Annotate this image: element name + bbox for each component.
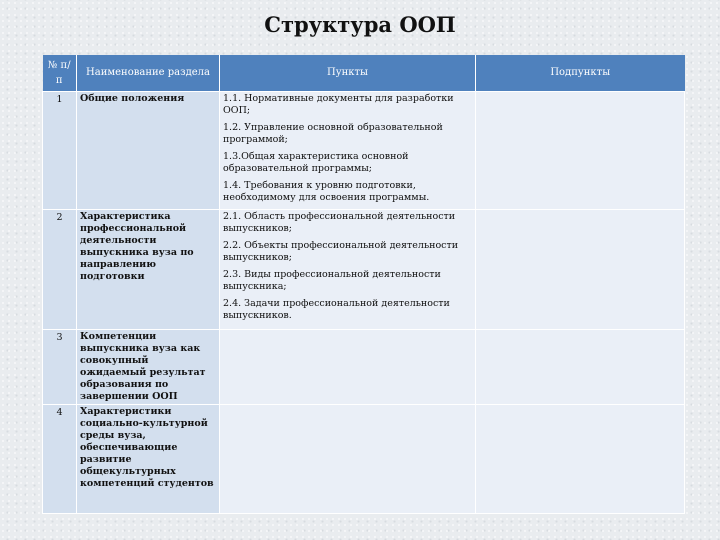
row-section: Компетенции выпускника вуза как совокупный ожидаемый результат образования по завершении ООП — [77, 329, 220, 404]
point-item: 1.1. Нормативные документы для разработки ООП; — [223, 92, 454, 116]
point-item: 2.3. Виды профессиональной деятельности выпускника; — [223, 268, 441, 292]
header-points: Пункты — [220, 55, 476, 91]
row-points — [220, 209, 476, 329]
row-num: 2 — [43, 209, 77, 329]
table-row — [43, 91, 685, 209]
row-points — [220, 404, 476, 513]
row-points — [220, 329, 476, 404]
row-section: Общие положения — [77, 91, 220, 209]
row-subpoints — [476, 209, 685, 329]
header-num: № п/п — [43, 55, 77, 91]
slide-title: Структура ООП — [264, 12, 456, 37]
row-section: Характеристика профессиональной деятельности выпускника вуза по направлению подготовки — [77, 209, 220, 329]
point-item: 2.1. Область профессиональной деятельности выпускников; — [223, 210, 456, 234]
table-row — [43, 404, 685, 513]
point-item: 1.3.Общая характеристика основной образовательной программы; — [223, 150, 409, 174]
table-row — [43, 209, 685, 329]
row-subpoints — [476, 91, 685, 209]
header-subpoints: Подпункты — [476, 55, 685, 91]
row-num: 1 — [43, 91, 77, 209]
table-row — [43, 329, 685, 404]
point-item: 1.4. Требования к уровню подготовки, необходимому для освоения программы. — [223, 179, 430, 203]
oop-structure-table — [42, 55, 685, 514]
header-section: Наименование раздела — [77, 55, 220, 91]
table-header-row — [43, 55, 685, 91]
row-num: 4 — [43, 404, 77, 513]
row-points — [220, 91, 476, 209]
row-subpoints — [476, 329, 685, 404]
point-item: 2.4. Задачи профессиональной деятельности выпускников. — [223, 297, 450, 321]
point-item: 1.2. Управление основной образовательной программой; — [223, 121, 443, 145]
row-subpoints — [476, 404, 685, 513]
point-item: 2.2. Объекты профессиональной деятельности выпускников; — [223, 239, 459, 263]
row-num: 3 — [43, 329, 77, 404]
row-section: Характеристики социально-культурной среды вуза, обеспечивающие развитие общекультурных компетенций студентов — [77, 404, 220, 513]
